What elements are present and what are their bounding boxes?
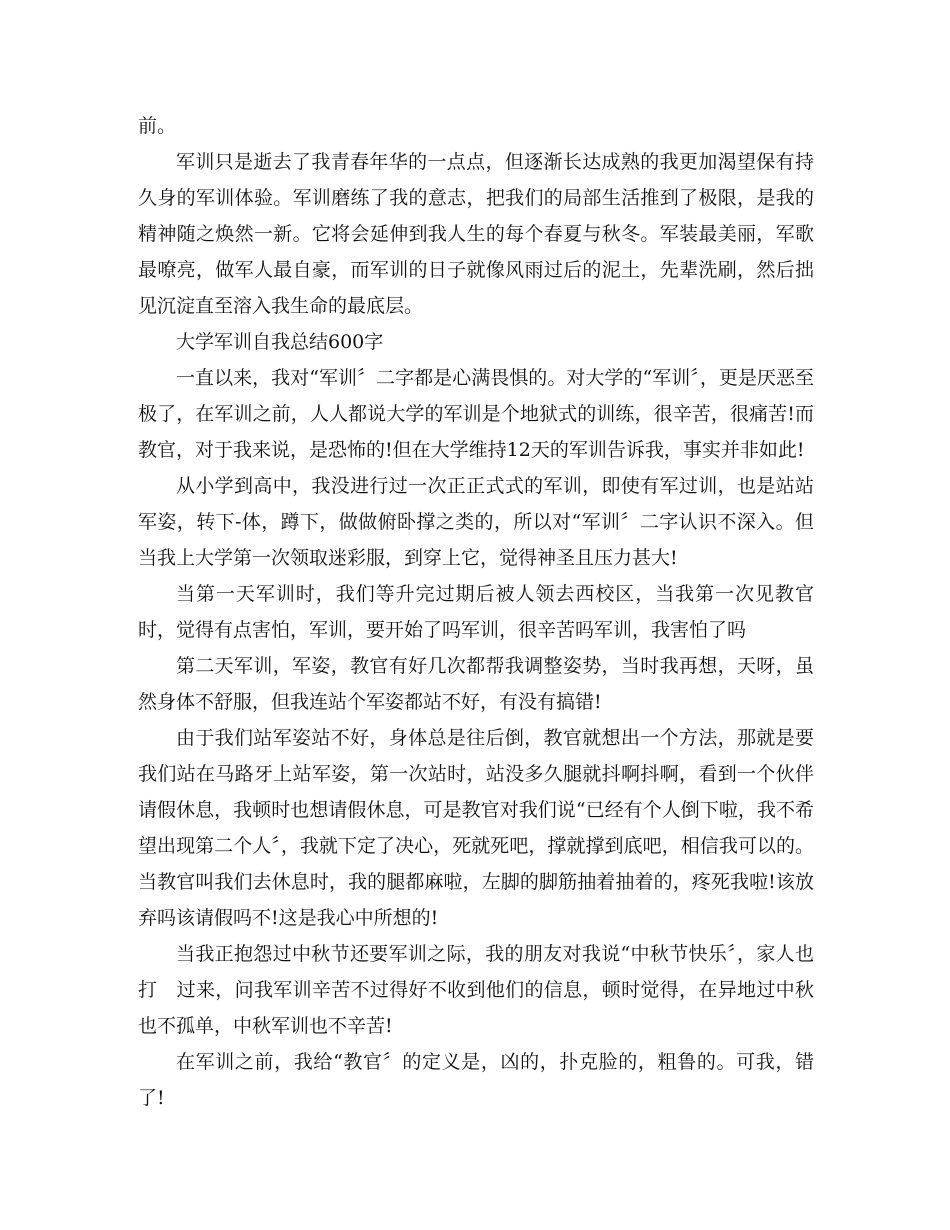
paragraph: 第二天军训，军姿，教官有好几次都帮我调整姿势，当时我再想，天呀，虽然身体不舒服，但我连站个军姿都站不好，有没有搞错! — [138, 655, 814, 713]
paragraph: 军训只是逝去了我青春年华的一点点，但逐渐长达成熟的我更加渴望保有持久身的军训体验。军训磨练了我的意志，把我们的局部生活推到了极限，是我的精神随之焕然一新。它将会延伸到我人生的每个春夏与秋冬。军装最美丽，军歌最嘹亮，做军人最自豪，而军训的日子就像风雨过后的泥土，先辈洗刷，然后拙见沉淀直至溶入我生命的最底层。 — [138, 151, 814, 317]
paragraph: 从小学到高中，我没进行过一次正正式式的军训，即使有军过训，也是站站军姿，转下-体，蹲下，做做俯卧撑之类的，所以对“军训〞二字认识不深入。但当我上大学第一次领取迷彩服，到穿上它，觉得神圣且压力甚大! — [138, 475, 814, 569]
document-body — [138, 108, 814, 1116]
paragraph: 由于我们站军姿站不好，身体总是往后倒，教官就想出一个方法，那就是要我们站在马路牙上站军姿，第一次站时，站没多久腿就抖啊抖啊，看到一个伙伴请假休息，我顿时也想请假休息，可是教官对我们说“已经有个人倒下啦，我不希望出现第二个人〞，我就下定了决心，死就死吧，撑就撑到底吧，相信我可以的。当教官叫我们去休息时，我的腿都麻啦，左脚的脚筋抽着抽着的，疼死我啦!该放弃吗该请假吗不!这是我心中所想的! — [138, 727, 814, 929]
paragraph: 在军训之前，我给“教官〞的定义是，凶的，扑克脸的，粗鲁的。可我，错了! — [138, 1051, 814, 1109]
paragraph-continuation: 前。 — [138, 115, 177, 137]
section-heading: 大学军训自我总结600字 — [176, 331, 384, 353]
paragraph: 当第一天军训时，我们等升完过期后被人领去西校区，当我第一次见教官时，觉得有点害怕，军训，要开始了吗军训，很辛苦吗军训，我害怕了吗 — [138, 583, 814, 641]
paragraph: 一直以来，我对“军训〞二字都是心满畏惧的。对大学的“军训〞，更是厌恶至极了，在军训之前，人人都说大学的军训是个地狱式的训练，很辛苦，很痛苦!而教官，对于我来说，是恐怖的!但在大学维持12天的军训告诉我，事实并非如此! — [138, 367, 814, 461]
paragraph: 当我正抱怨过中秋节还要军训之际，我的朋友对我说“中秋节快乐〞，家人也打 过来，问我军训辛苦不过得好不收到他们的信息，顿时觉得，在异地过中秋也不孤单，中秋军训也不辛苦! — [138, 943, 814, 1037]
